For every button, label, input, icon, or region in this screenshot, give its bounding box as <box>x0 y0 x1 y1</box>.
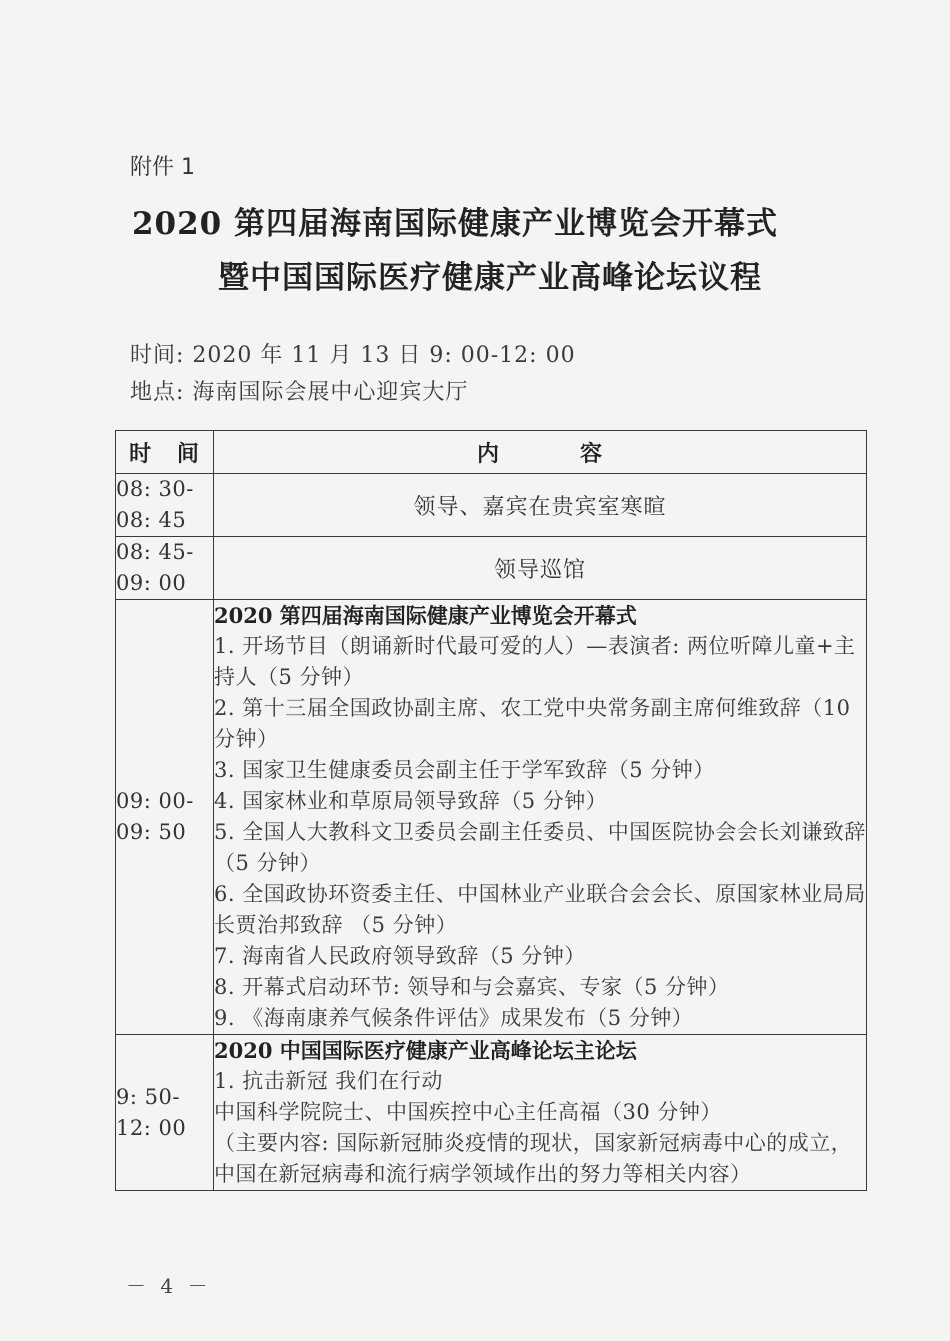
agenda-content-cell <box>214 1035 867 1191</box>
agenda-item: 2. 第十三届全国政协副主席、农工党中央常务副主席何维致辞（10 分钟） <box>214 696 851 751</box>
agenda-item: （主要内容: 国际新冠肺炎疫情的现状，国家新冠病毒中心的成立，中国在新冠病毒和流行病学领域作出的努力等相关内容） <box>214 1131 853 1186</box>
agenda-item: 1. 开场节目（朗诵新时代最可爱的人）—表演者: 两位听障儿童+主持人（5 分钟） <box>214 634 856 689</box>
agenda-content-cell: 领导、嘉宾在贵宾室寒暄 <box>214 474 867 537</box>
agenda-item: 7. 海南省人民政府领导致辞（5 分钟） <box>214 944 586 968</box>
agenda-item: 4. 国家林业和草原局领导致辞（5 分钟） <box>214 789 608 813</box>
agenda-content-cell <box>214 600 867 1035</box>
agenda-content-cell: 领导巡馆 <box>214 537 867 600</box>
event-location: 地点: 海南国际会展中心迎宾大厅 <box>130 380 469 405</box>
header-time: 时 间 <box>116 431 214 474</box>
attachment-label: 附件 1 <box>130 155 195 180</box>
agenda-time-cell <box>116 600 214 1035</box>
time-start: 08: 45- <box>116 540 194 564</box>
agenda-time-cell <box>116 1035 214 1191</box>
agenda-row <box>116 474 867 537</box>
header-content-char-1: 内 <box>476 440 500 467</box>
time-end: 09: 00 <box>116 571 187 595</box>
agenda-item: 1. 抗击新冠 我们在行动 <box>214 1069 443 1093</box>
event-time: 时间: 2020 年 11 月 13 日 9: 00-12: 00 <box>130 343 576 368</box>
agenda-item: 8. 开幕式启动环节: 领导和与会嘉宾、专家（5 分钟） <box>214 975 730 999</box>
agenda-row <box>116 600 867 1035</box>
page-number: － 4 － <box>126 1274 212 1298</box>
header-content <box>214 431 867 474</box>
agenda-time-cell <box>116 537 214 600</box>
header-content-char-2: 容 <box>580 440 604 467</box>
session-title: 2020 第四届海南国际健康产业博览会开幕式 <box>214 603 637 628</box>
agenda-table <box>115 430 867 1191</box>
document-title-line-2: 暨中国国际医疗健康产业高峰论坛议程 <box>218 260 762 296</box>
agenda-item: 3. 国家卫生健康委员会副主任于学军致辞（5 分钟） <box>214 758 715 782</box>
time-start: 09: 00- <box>116 789 194 813</box>
time-start: 08: 30- <box>116 477 194 501</box>
agenda-item: 中国科学院院士、中国疾控中心主任高福（30 分钟） <box>214 1100 722 1124</box>
agenda-item: 9. 《海南康养气候条件评估》成果发布（5 分钟） <box>214 1006 694 1030</box>
agenda-header-row <box>116 431 867 474</box>
session-title: 2020 中国国际医疗健康产业高峰论坛主论坛 <box>214 1038 637 1063</box>
time-end: 09: 50 <box>116 820 187 844</box>
agenda-time-cell <box>116 474 214 537</box>
time-end: 08: 45 <box>116 508 187 532</box>
agenda-item: 5. 全国人大教科文卫委员会副主任委员、中国医院协会会长刘谦致辞（5 分钟） <box>214 820 866 875</box>
document-title-line-1: 2020 第四届海南国际健康产业博览会开幕式 <box>131 206 779 242</box>
agenda-item: 6. 全国政协环资委主任、中国林业产业联合会会长、原国家林业局局长贾治邦致辞 （5 分钟） <box>214 882 866 937</box>
time-start: 9: 50- <box>116 1084 180 1109</box>
time-end: 12: 00 <box>116 1115 187 1140</box>
agenda-row <box>116 1035 867 1191</box>
agenda-row <box>116 537 867 600</box>
